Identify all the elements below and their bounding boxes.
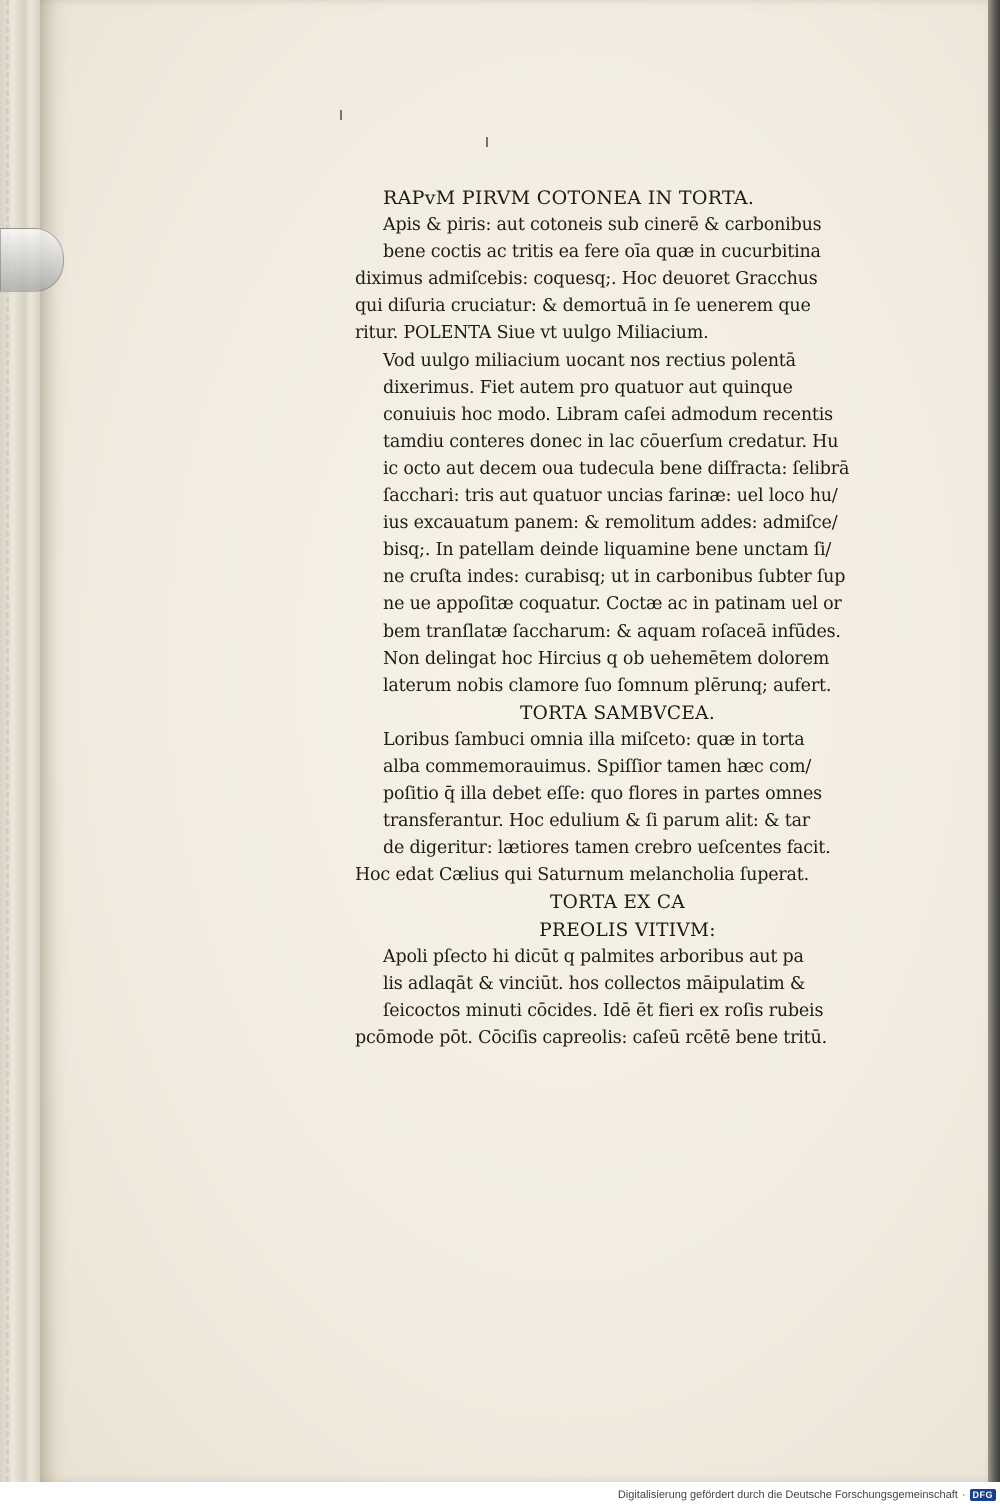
text-line: Apoli pſecto hi dicūt q palmites arboribus aut pa [383, 946, 804, 967]
page-mark [486, 137, 488, 147]
text-line: Hoc edat Cælius qui Saturnum melancholia ſuperat. [355, 865, 809, 886]
heading-torta-ex-ca: TORTA EX CA [549, 892, 686, 914]
credit-text: Digitalisierung gefördert durch die Deutsche Forschungsgemeinschaft [617, 1489, 958, 1501]
page-clip-icon [0, 228, 64, 292]
heading-torta-sambucea: TORTA SAMBVCEA. [519, 702, 715, 724]
text-line: Loribus ſambuci omnia illa miſceto: quæ in torta [383, 729, 805, 750]
text-line: diximus admiſcebis: coquesq;. Hoc deuoret Gracchus [355, 269, 818, 290]
digitization-credit [618, 1486, 996, 1504]
text-line: Non delingat hoc Hircius q ob uehemētem dolorem [383, 648, 830, 669]
text-line: bisq;. In patellam deinde liquamine bene unctam ſi/ [383, 540, 832, 561]
right-page-edge [988, 0, 1000, 1485]
text-line-polenta-heading: ritur. POLENTA Siue vt uulgo Miliacium. [355, 323, 709, 344]
text-line: alba commemorauimus. Spiſſior tamen hæc com/ [383, 756, 812, 777]
text-line: lis adlaqāt & vinciūt. hos collectos māipulatim & [383, 973, 806, 994]
dfg-logo-icon: DFG [970, 1489, 997, 1501]
text-line: ne cruſta indes: curabisq; ut in carbonibus ſubter ſup [383, 567, 846, 588]
text-line: pcōmode pōt. Cōciſis capreolis: caſeū rcētē bene tritū. [355, 1027, 827, 1048]
heading-rapum-pirum: RAPvM PIRVM COTONEA IN TORTA. [383, 187, 755, 209]
text-line: qui diſuria cruciatur: & demortuā in ſe uenerem que [355, 296, 811, 317]
page-mark [340, 110, 342, 120]
text-line: de digeritur: lætiores tamen crebro ueſcentes facit. [383, 838, 831, 859]
text-line: ſeicoctos minuti cōcides. Idē ēt fieri ex roſis rubeis [383, 1000, 824, 1021]
text-line: poſitio q̄ illa debet eſſe: quo flores in partes omnes [383, 784, 822, 805]
text-line: laterum nobis clamore ſuo ſomnum plērunq; aufert. [383, 675, 832, 696]
heading-preolis-vitium: PREOLIS VITIVM: [539, 919, 716, 941]
text-line: Vod uulgo miliacium uocant nos rectius polentā [383, 350, 796, 371]
text-line: transferantur. Hoc edulium & ſi parum alit: & tar [383, 811, 810, 832]
text-line: bene coctis ac tritis ea fere oīa quæ in cucurbitina [383, 242, 821, 263]
text-line: dixerimus. Fiet autem pro quatuor aut quinque [383, 377, 793, 398]
separator: · [961, 1489, 966, 1501]
text-line: Apis & piris: aut cotoneis sub cinerē & carbonibus [383, 215, 822, 236]
text-line: ic octo aut decem oua tudecula bene diſfracta: ſelibrā [383, 458, 850, 479]
text-line: tamdiu conteres donec in lac cōuerſum credatur. Hu [383, 431, 839, 452]
book-block-edge [0, 0, 44, 1485]
text-line: conuiuis hoc modo. Libram caſei admodum recentis [383, 404, 833, 425]
text-line: bem tranſlatæ ſaccharum: & aquam roſaceā infūdes. [383, 621, 841, 642]
text-line: ne ue appoſitæ coquatur. Coctæ ac in patinam uel or [383, 594, 842, 615]
text-line: ſacchari: tris aut quatuor uncias farinæ: uel loco hu/ [383, 486, 838, 507]
recipe-text-block [355, 185, 880, 1052]
text-line: ius excauatum panem: & remolitum addes: admiſce/ [383, 513, 838, 534]
